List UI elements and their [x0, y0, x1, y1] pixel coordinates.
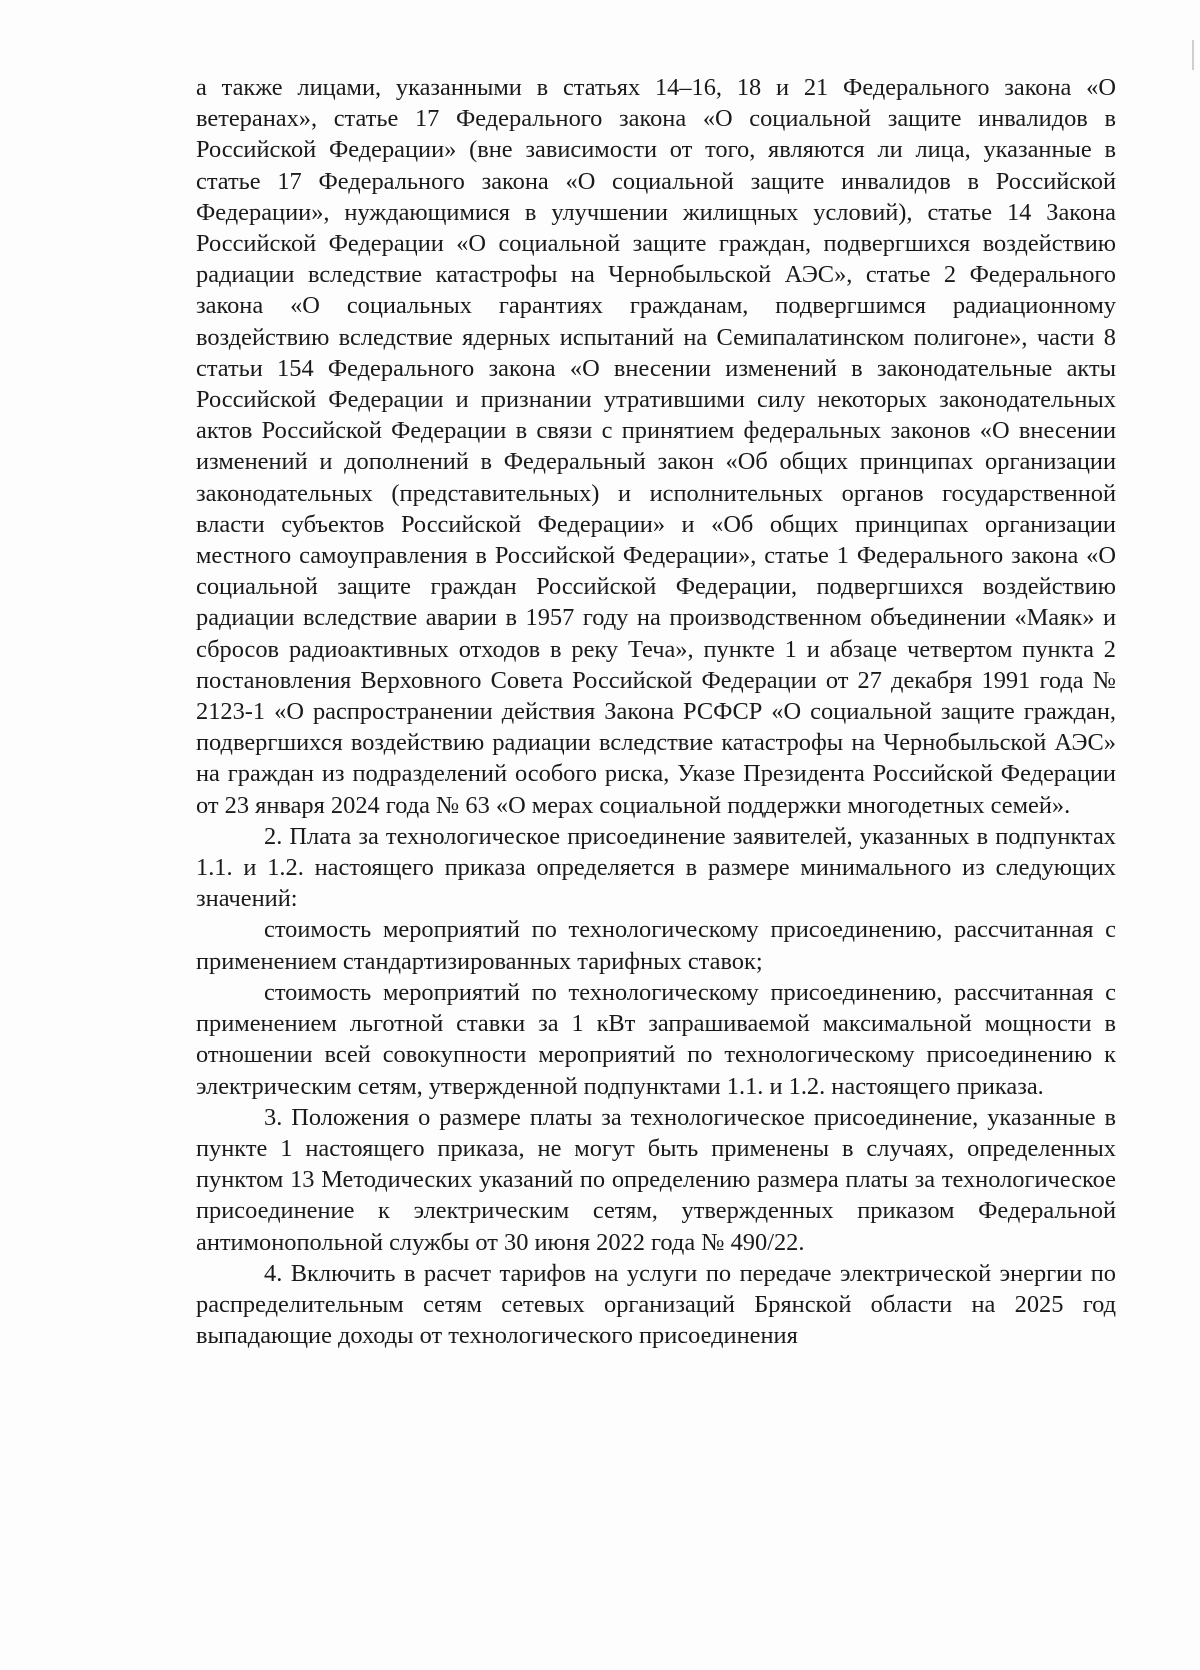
paragraph-item-3: 3. Положения о размере платы за технологическое присоединение, указанные в пункте 1 настоящего приказа, не могут быть применены в случаях, определенных пунктом 13 Методических указаний по определению размера платы за технологическое присоединение к электрическим сетям, утвержденных приказом Федеральной антимонопольной службы от 30 июня 2022 года № 490/22. — [196, 1103, 1116, 1256]
paragraph-item-2-option-a: стоимость мероприятий по технологическому присоединению, рассчитанная с применением стандартизированных тарифных ставок; — [196, 916, 1116, 975]
paragraph-continuation: а также лицами, указанными в статьях 14–16, 18 и 21 Федерального закона «О ветеранах», статье 17 Федерального закона «О социальной защите инвалидов в Российской Федерации» (вне зависимости от того, являются ли лица, указанные в статье 17 Федерального закона «О социальной защите инвалидов в Российской Федерации», нуждающимися в улучшении жилищных условий), статье 14 Закона Российской Федерации «О социальной защите граждан, подвергшихся воздействию радиации вследствие катастрофы на Чернобыльской АЭС», статье 2 Федерального закона «О социальных гарантиях гражданам, подвергшимся радиационному воздействию вследствие ядерных испытаний на Семипалатинском полигоне», части 8 статьи 154 Федерального закона «О внесении изменений в законодательные акты Российской Федерации и признании утратившими силу некоторых законодательных актов Российской Федерации в связи с принятием федеральных законов «О внесении изменений и дополнений в Федеральный закон «Об общих принципах организации законодательных (представительных) и исполнительных органов государственной власти субъектов Российской Федерации» и «Об общих принципах организации местного самоуправления в Российской Федерации», статье 1 Федерального закона «О социальной защите граждан Российской Федерации, подвергшихся воздействию радиации вследствие аварии в 1957 году на производственном объединении «Маяк» и сбросов радиоактивных отходов в реку Теча», пункте 1 и абзаце четвертом пункта 2 постановления Верховного Совета Российской Федерации от 27 декабря 1991 года № 2123-1 «О распространении действия Закона РСФСР «О социальной защите граждан, подвергшихся воздействию радиации вследствие катастрофы на Чернобыльской АЭС» на граждан из подразделений особого риска, Указе Президента Российской Федерации от 23 января 2024 года № 63 «О мерах социальной поддержки многодетных семей». — [196, 74, 1116, 819]
document-body — [196, 72, 1116, 1351]
paragraph-item-4: 4. Включить в расчет тарифов на услуги по передаче электрической энергии по распределительным сетям сетевых организаций Брянской области на 2025 год выпадающие доходы от технологического присоединения — [196, 1259, 1116, 1350]
paragraph-item-2: 2. Плата за технологическое присоединение заявителей, указанных в подпунктах 1.1. и 1.2. настоящего приказа определяется в размере минимального из следующих значений: — [196, 822, 1116, 913]
paragraph-item-2-option-b: стоимость мероприятий по технологическому присоединению, рассчитанная с применением льготной ставки за 1 кВт запрашиваемой максимальной мощности в отношении всей совокупности мероприятий по технологическому присоединению к электрическим сетям, утвержденной подпунктами 1.1. и 1.2. настоящего приказа. — [196, 978, 1116, 1100]
scan-edge-mark — [1192, 40, 1194, 70]
